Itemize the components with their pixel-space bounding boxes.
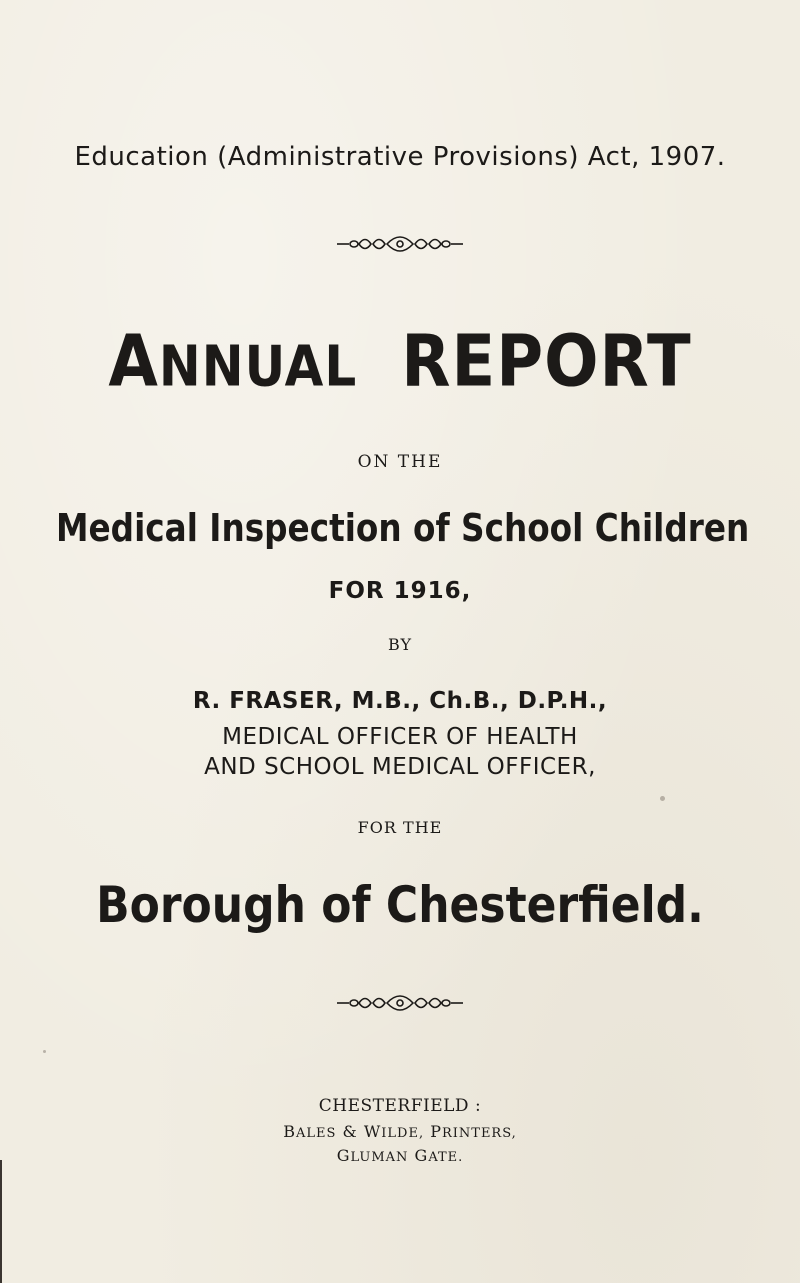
printer-initial-p: P	[430, 1122, 442, 1141]
report-year: FOR 1916,	[328, 578, 472, 604]
printer-word-ales: ALES	[295, 1126, 337, 1141]
report-subject: Medical Inspection of School Children	[56, 506, 750, 550]
address-word-gluman: LUMAN	[350, 1150, 409, 1165]
on-the-label: ON THE	[357, 452, 443, 472]
printer-address	[0, 1146, 800, 1165]
author-office-line-1: MEDICAL OFFICER OF HEALTH	[222, 724, 578, 750]
title-word-report: REPORT	[401, 320, 692, 404]
address-initial-g: G	[336, 1146, 351, 1165]
printer-word-wilde: ILDE,	[381, 1126, 425, 1141]
address-initial-g2: G	[414, 1146, 429, 1165]
report-title	[0, 321, 800, 404]
printer-place: CHESTERFIELD :	[318, 1096, 482, 1116]
printer-initial-w: W	[363, 1122, 382, 1141]
page-edge-line	[0, 1160, 2, 1283]
title-word-annual: NNUAL	[158, 334, 358, 399]
printer-word-printers: RINTERS,	[441, 1126, 517, 1141]
for-the-label: FOR THE	[357, 818, 443, 837]
by-label: BY	[387, 635, 413, 654]
act-line: Education (Administrative Provisions) Act, 1907.	[74, 142, 726, 172]
printer-ampersand: &	[342, 1122, 358, 1141]
author-office-line-2: AND SCHOOL MEDICAL OFFICER,	[204, 754, 596, 780]
author-name: R. FRASER, M.B., Ch.B., D.P.H.,	[192, 688, 608, 714]
title-initial: A	[108, 320, 159, 404]
address-word-gate: ATE.	[428, 1150, 464, 1165]
printer-initial-b: B	[283, 1122, 296, 1141]
borough-name: Borough of Chesterfield.	[96, 876, 704, 934]
ornament-top-icon	[0, 233, 800, 255]
printer-name	[0, 1122, 800, 1141]
ornament-bottom-icon	[0, 992, 800, 1014]
